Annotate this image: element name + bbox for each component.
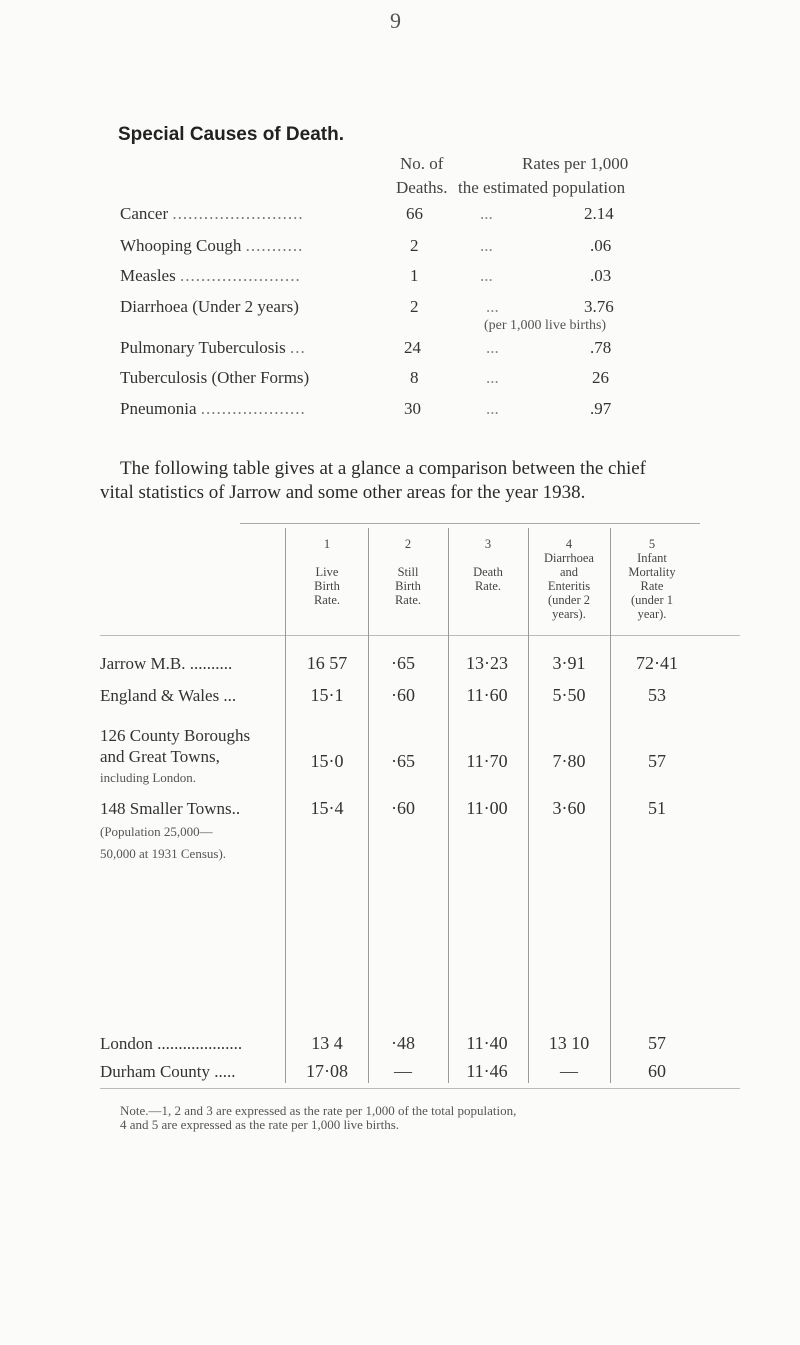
col-deaths-header-line1: No. of xyxy=(400,154,444,173)
table-cell: 11·60 xyxy=(466,685,508,705)
cause-name: Tuberculosis (Other Forms) xyxy=(120,368,310,387)
footnote-line-1: Note.—1, 2 and 3 are expressed as the rate per 1,000 of the total population, xyxy=(120,1103,517,1118)
cause-name: Cancer xyxy=(120,204,169,223)
table-row-sub: including London. xyxy=(100,770,197,785)
table-row-label: 126 County Boroughs xyxy=(100,726,251,745)
table-row-label: and Great Towns, xyxy=(100,747,220,766)
table-col-header-4: 4 Diarrhoea and Enteritis (under 2 years). xyxy=(544,537,594,621)
table-row-label: London .................... xyxy=(100,1034,243,1053)
cause-row xyxy=(120,399,306,419)
cause-row xyxy=(120,368,309,388)
table-cell: ·65 xyxy=(391,751,415,771)
cause-row xyxy=(120,236,303,256)
rate-sep: ... xyxy=(486,297,499,316)
table-row-label: Jarrow M.B. .......... xyxy=(100,654,233,673)
table-cell: 60 xyxy=(648,1061,666,1081)
table-row-sub: (Population 25,000— xyxy=(100,824,213,839)
footnote xyxy=(120,1104,720,1132)
table-col-header-2: 2 Still Birth Rate. xyxy=(394,537,422,607)
cause-deaths: 2 xyxy=(410,297,419,316)
table-cell: 11·00 xyxy=(466,798,508,818)
rate-sep: ... xyxy=(480,266,493,285)
table-cell: 72·41 xyxy=(636,653,678,673)
leader-dots: ........... xyxy=(245,236,304,255)
page-number: 9 xyxy=(390,8,401,33)
cause-rate: .06 xyxy=(590,236,612,255)
cause-name: Diarrhoea (Under 2 years) xyxy=(120,297,299,316)
table-cell: 57 xyxy=(648,1033,666,1053)
leader-dots: .................... xyxy=(200,399,306,418)
table-col-header-3: 3 Death Rate. xyxy=(473,537,503,593)
cause-deaths: 1 xyxy=(410,266,419,285)
table-cell: ·65 xyxy=(391,653,415,673)
table-cell: 11·46 xyxy=(466,1061,508,1081)
table-cell: 13 10 xyxy=(548,1033,590,1053)
table-cell: 7·80 xyxy=(552,751,586,771)
table-header-rule xyxy=(100,635,740,636)
table-cell: 3·60 xyxy=(552,798,586,818)
table-cell: 13 4 xyxy=(311,1033,343,1053)
rate-sep: ... xyxy=(486,399,499,418)
cause-name: Pulmonary Tuberculosis xyxy=(120,338,286,357)
cause-row xyxy=(120,338,306,358)
table-cell: 15·4 xyxy=(310,798,344,818)
col-rate-header-line1: Rates per 1,000 xyxy=(522,154,629,173)
table-top-rule xyxy=(240,523,700,524)
cause-name: Measles xyxy=(120,266,176,285)
table-col-header-1: 1 Live Birth Rate. xyxy=(313,537,341,607)
table-cell: 11·40 xyxy=(466,1033,508,1053)
table-row-label: Durham County ..... xyxy=(100,1062,236,1081)
col-rate-header-line2: the estimated population xyxy=(458,178,626,197)
cause-row xyxy=(120,266,301,286)
table-row-label: England & Wales ... xyxy=(100,686,237,705)
col-deaths-header-line2: Deaths. xyxy=(396,178,448,197)
table-cell: 17·08 xyxy=(306,1061,348,1081)
cause-row xyxy=(120,204,304,224)
cause-deaths: 66 xyxy=(406,204,423,223)
intro-paragraph xyxy=(100,457,720,505)
intro-line-2: vital statistics of Jarrow and some other areas for the year 1938. xyxy=(100,482,586,503)
rate-sep: ... xyxy=(486,338,499,357)
table-cell: 5·50 xyxy=(552,685,586,705)
table-cell: ·60 xyxy=(391,685,415,705)
table-cell: 15·1 xyxy=(310,685,344,705)
leader-dots: ....................... xyxy=(179,266,301,285)
table-cell: 16 57 xyxy=(306,653,348,673)
rate-sep: ... xyxy=(480,236,493,255)
intro-line-1: The following table gives at a glance a comparison between the chief xyxy=(120,458,646,479)
leader-dots: ......................... xyxy=(172,204,304,223)
cause-rate: 3.76 xyxy=(584,297,614,316)
cause-rate: .97 xyxy=(590,399,612,418)
cause-rate: 2.14 xyxy=(584,204,614,223)
table-cell: 51 xyxy=(648,798,666,818)
cause-deaths: 8 xyxy=(410,368,419,387)
rate-note: (per 1,000 live births) xyxy=(484,318,607,333)
cause-deaths: 24 xyxy=(404,338,421,357)
table-col-header-5: 5 Infant Mortality Rate (under 1 year). xyxy=(628,537,676,621)
table-cell: 11·70 xyxy=(466,751,508,771)
table-cell: ·60 xyxy=(391,798,415,818)
section-heading: Special Causes of Death. xyxy=(118,124,344,145)
cause-rate: .78 xyxy=(590,338,612,357)
table-cell: 3·91 xyxy=(552,653,586,673)
cause-deaths: 2 xyxy=(410,236,419,255)
footnote-line-2: 4 and 5 are expressed as the rate per 1,000 live births. xyxy=(120,1117,400,1132)
table-row-sub: 50,000 at 1931 Census). xyxy=(100,846,227,861)
cause-rate: 26 xyxy=(592,368,609,387)
table-row-label: 148 Smaller Towns.. xyxy=(100,799,241,818)
table-cell: 53 xyxy=(648,685,666,705)
table-cell: ·48 xyxy=(391,1033,415,1053)
table-bottom-rule xyxy=(100,1088,740,1089)
table-cell: 15·0 xyxy=(310,751,344,771)
table-cell: 13·23 xyxy=(466,653,508,673)
cause-deaths: 30 xyxy=(404,399,421,418)
leader-dots: ... xyxy=(290,338,306,357)
table-cell: — xyxy=(560,1061,578,1081)
rate-sep: ... xyxy=(480,204,493,223)
cause-name: Pneumonia xyxy=(120,399,197,418)
cause-name: Whooping Cough xyxy=(120,236,242,255)
cause-row xyxy=(120,297,299,317)
cause-rate: .03 xyxy=(590,266,612,285)
rate-sep: ... xyxy=(486,368,499,387)
table-cell: — xyxy=(394,1061,412,1081)
table-cell: 57 xyxy=(648,751,666,771)
